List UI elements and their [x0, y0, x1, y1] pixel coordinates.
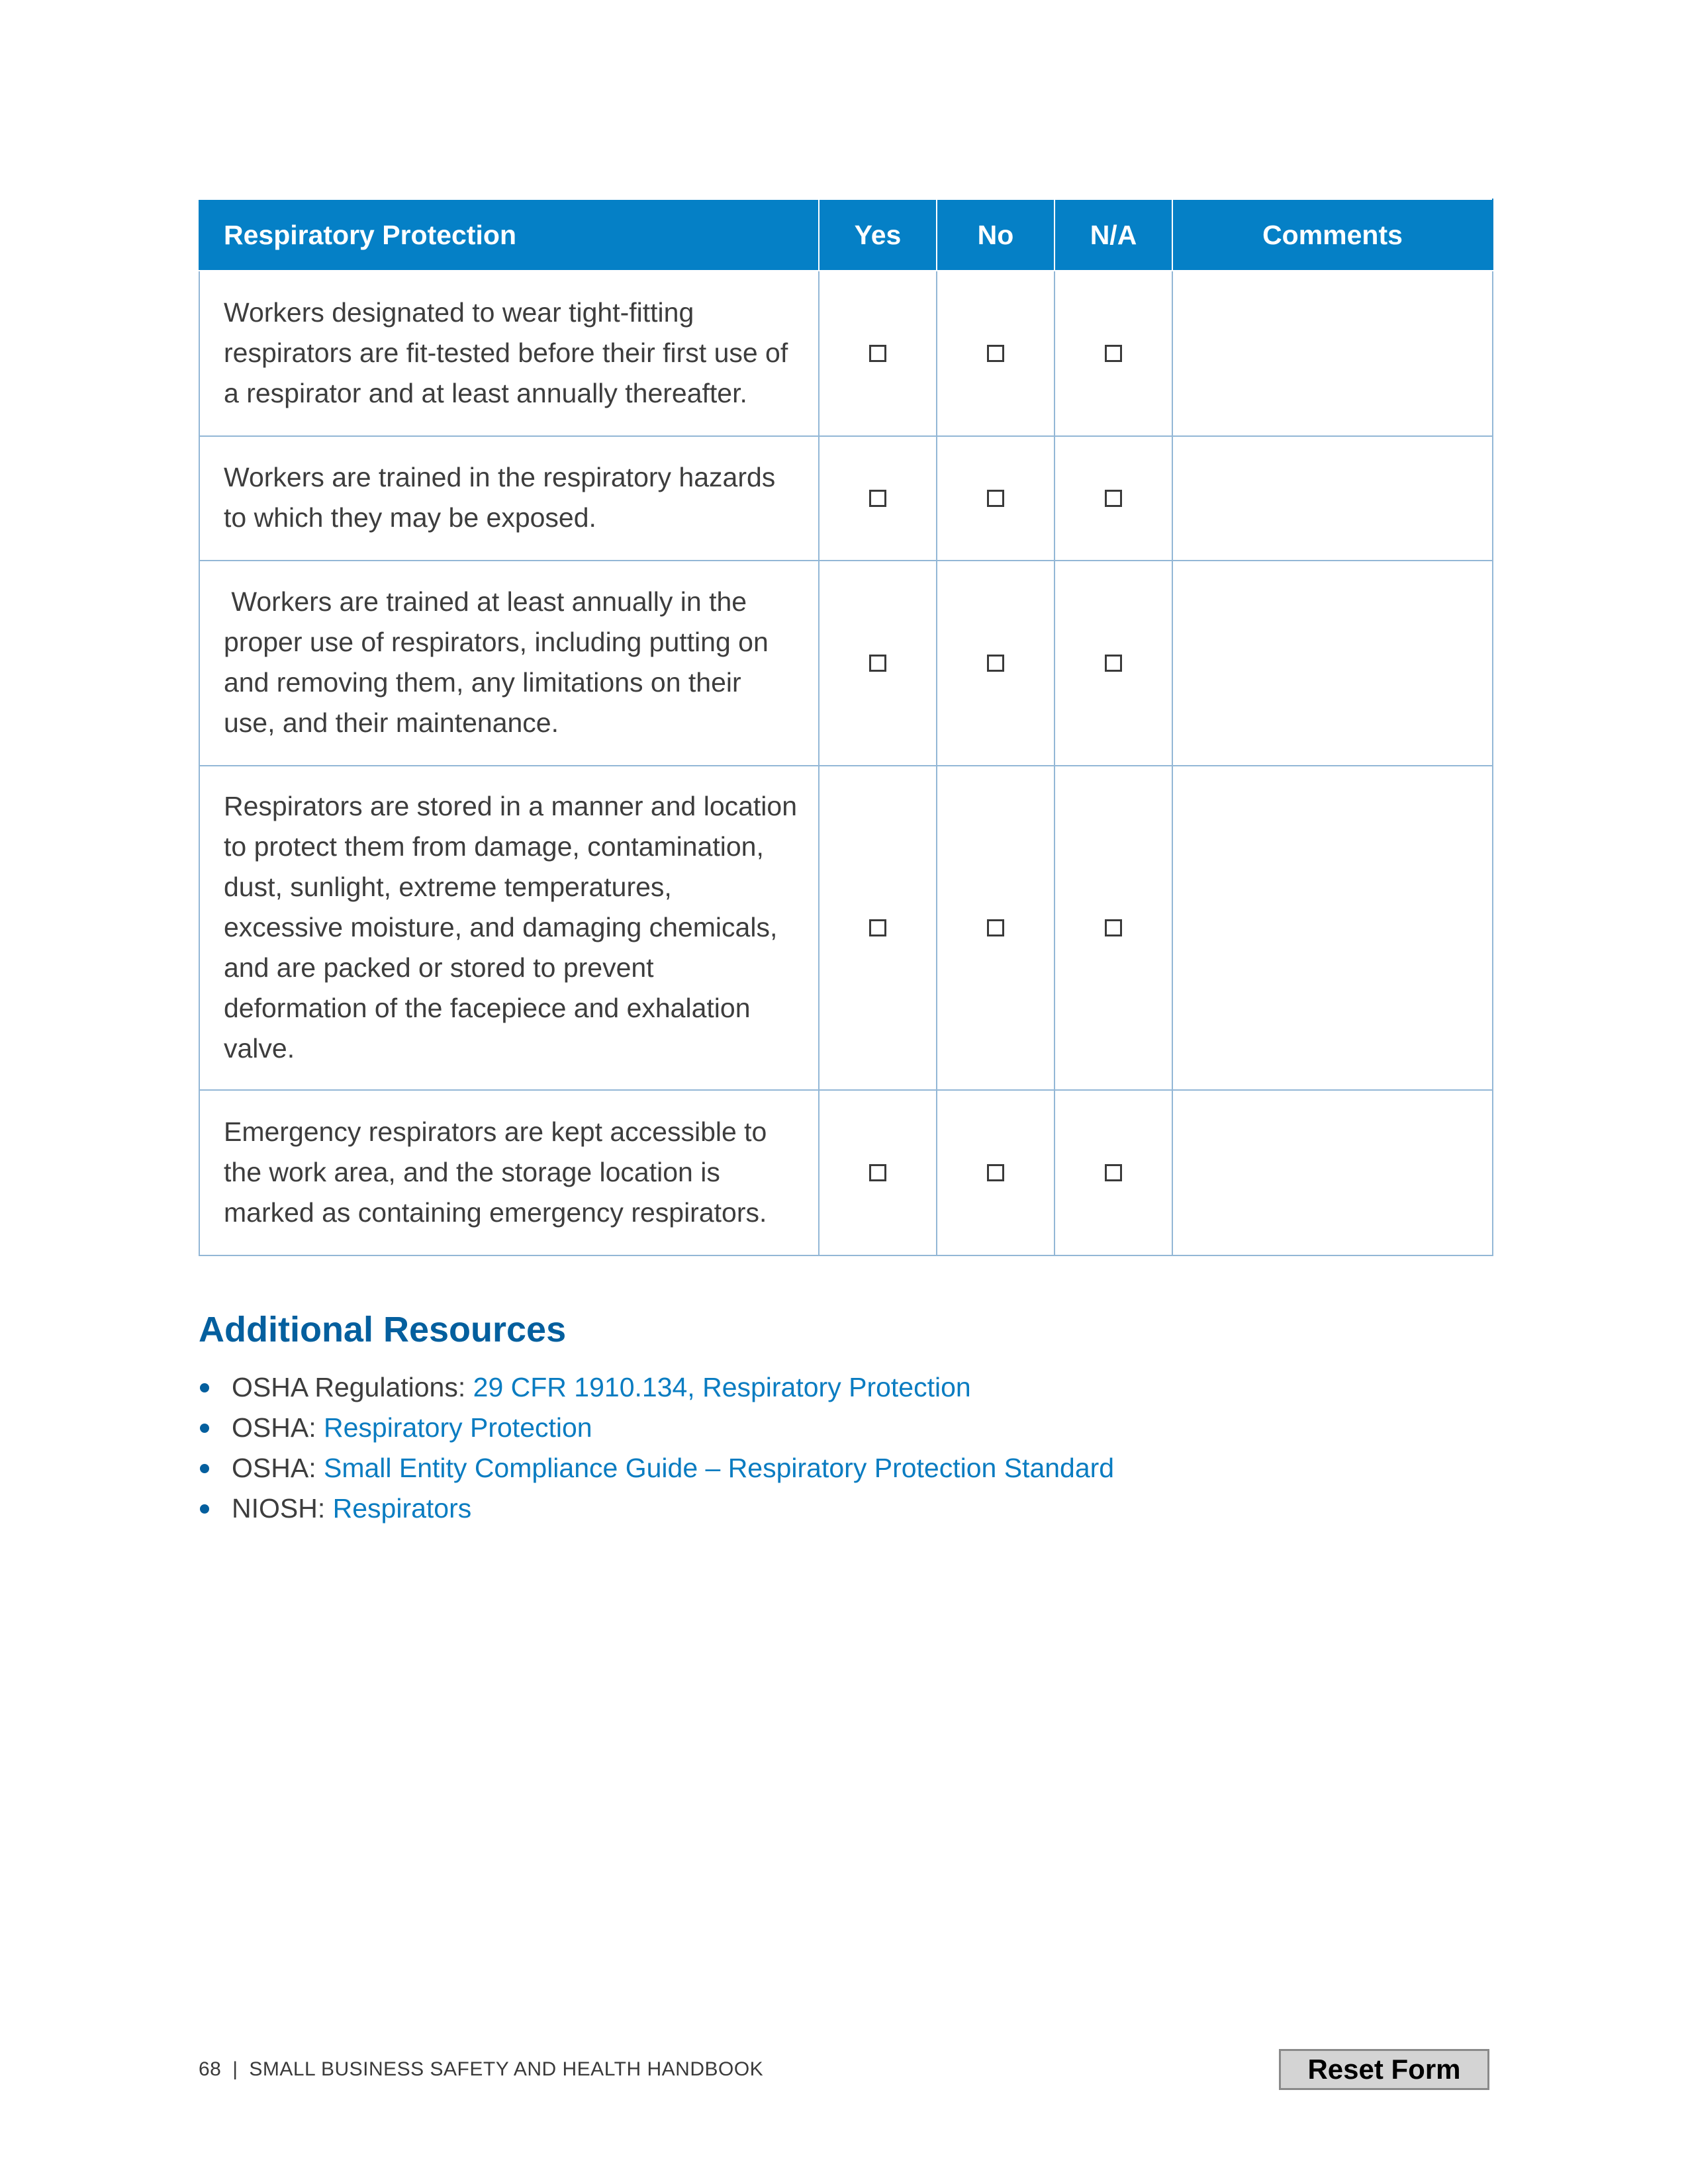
bullet-icon [200, 1504, 209, 1514]
na-checkbox[interactable] [1105, 655, 1122, 672]
yes-cell [819, 436, 937, 561]
na-cell [1055, 1090, 1172, 1255]
yes-cell [819, 271, 937, 436]
checklist-header-row [199, 199, 1493, 271]
na-cell [1055, 271, 1172, 436]
yes-checkbox[interactable] [869, 490, 886, 507]
no-checkbox[interactable] [987, 490, 1004, 507]
yes-cell [819, 766, 937, 1090]
comments-field[interactable] [1172, 436, 1493, 561]
bullet-icon [200, 1464, 209, 1473]
resource-prefix: OSHA Regulations: [232, 1372, 473, 1402]
list-item [199, 1448, 1114, 1488]
header-no: No [937, 199, 1055, 271]
na-cell [1055, 436, 1172, 561]
checklist-row [199, 561, 1493, 766]
na-checkbox[interactable] [1105, 919, 1122, 936]
handbook-title: SMALL BUSINESS SAFETY AND HEALTH HANDBOOK [249, 2058, 764, 2080]
yes-checkbox[interactable] [869, 655, 886, 672]
page-footer [199, 2058, 763, 2081]
na-cell [1055, 766, 1172, 1090]
list-item [199, 1367, 1114, 1408]
no-checkbox[interactable] [987, 1164, 1004, 1181]
yes-checkbox[interactable] [869, 345, 886, 362]
question-text: Workers are trained at least annually in the proper use of respirators, including putting on and removing them, any limitations on their use, and their maintenance. [199, 561, 819, 766]
checklist-row [199, 766, 1493, 1090]
yes-checkbox[interactable] [869, 919, 886, 936]
no-cell [937, 561, 1055, 766]
question-text: Workers are trained in the respiratory hazards to which they may be exposed. [199, 436, 819, 561]
list-item [199, 1408, 1114, 1448]
question-text: Emergency respirators are kept accessible to the work area, and the storage location is marked as containing emergency respirators. [199, 1090, 819, 1255]
yes-cell [819, 561, 937, 766]
comments-field[interactable] [1172, 271, 1493, 436]
resource-prefix: OSHA: [232, 1412, 324, 1443]
list-item [199, 1488, 1114, 1529]
comments-field[interactable] [1172, 561, 1493, 766]
question-text: Respirators are stored in a manner and location to protect them from damage, contamination, dust, sunlight, extreme temperatures, excessive moisture, and damaging chemicals, and are packed or stored to prevent deformation of the facepiece and exhalation valve. [199, 766, 819, 1090]
bullet-icon [200, 1383, 209, 1392]
resources-list [199, 1367, 1114, 1529]
no-cell [937, 271, 1055, 436]
respiratory-protection-checklist [199, 199, 1493, 1256]
resource-prefix: NIOSH: [232, 1493, 333, 1524]
yes-checkbox[interactable] [869, 1164, 886, 1181]
no-checkbox[interactable] [987, 345, 1004, 362]
comments-field[interactable] [1172, 1090, 1493, 1255]
comments-field[interactable] [1172, 766, 1493, 1090]
checklist-row [199, 271, 1493, 436]
resource-link[interactable]: Respiratory Protection [323, 1412, 592, 1443]
no-cell [937, 1090, 1055, 1255]
resource-link[interactable]: Small Entity Compliance Guide – Respiratory Protection Standard [323, 1453, 1115, 1483]
na-checkbox[interactable] [1105, 490, 1122, 507]
page-number: 68 [199, 2058, 222, 2080]
footer-separator: | [232, 2058, 238, 2080]
reset-form-button[interactable]: Reset Form [1279, 2049, 1489, 2090]
no-checkbox[interactable] [987, 919, 1004, 936]
header-respiratory-protection: Respiratory Protection [199, 199, 819, 271]
yes-cell [819, 1090, 937, 1255]
checklist-row [199, 436, 1493, 561]
resource-link[interactable]: 29 CFR 1910.134, Respiratory Protection [473, 1372, 971, 1402]
question-text: Workers designated to wear tight-fitting respirators are fit-tested before their first use of a respirator and at least annually thereafter. [199, 271, 819, 436]
resource-link[interactable]: Respirators [332, 1493, 472, 1524]
na-checkbox[interactable] [1105, 1164, 1122, 1181]
na-cell [1055, 561, 1172, 766]
header-na: N/A [1055, 199, 1172, 271]
header-comments: Comments [1172, 199, 1493, 271]
resource-prefix: OSHA: [232, 1453, 324, 1483]
checklist-row [199, 1090, 1493, 1255]
no-cell [937, 436, 1055, 561]
na-checkbox[interactable] [1105, 345, 1122, 362]
bullet-icon [200, 1424, 209, 1433]
additional-resources-heading: Additional Resources [199, 1310, 567, 1349]
header-yes: Yes [819, 199, 937, 271]
no-cell [937, 766, 1055, 1090]
no-checkbox[interactable] [987, 655, 1004, 672]
